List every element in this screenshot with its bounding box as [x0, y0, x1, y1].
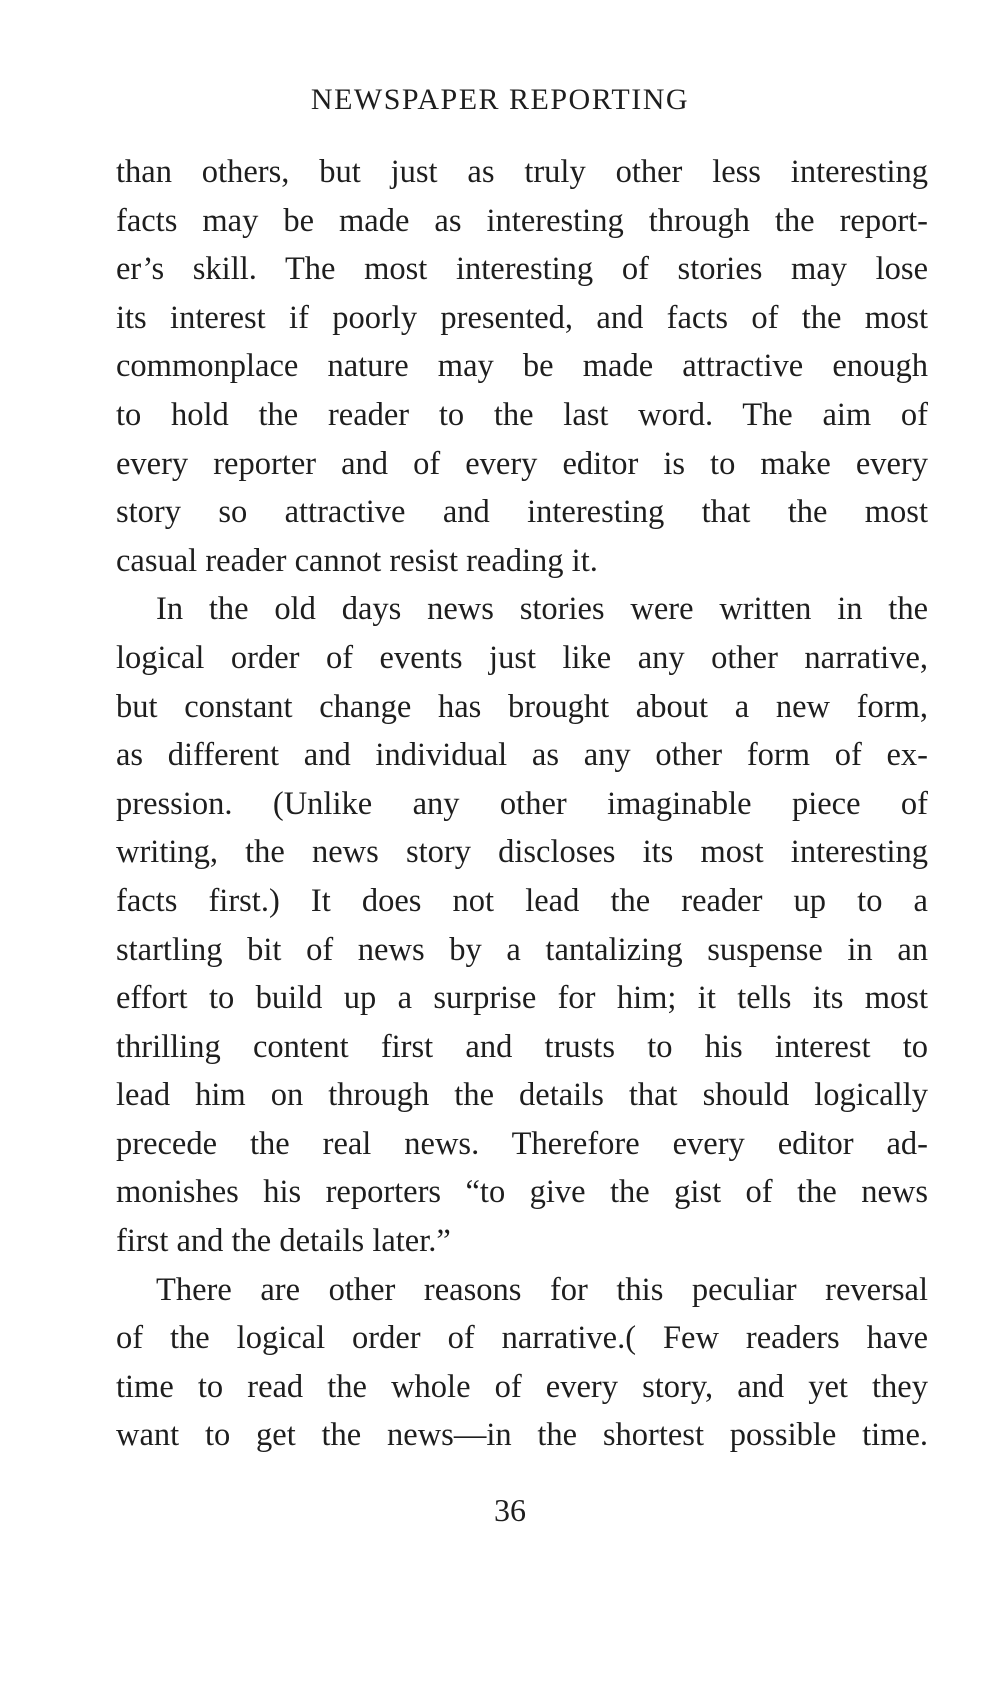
page-number: 36 [494, 1492, 526, 1528]
text-line: facts may be made as interesting through the report- [116, 202, 928, 239]
text-line: but constant change has brought about a new form, [116, 688, 928, 725]
text-line: effort to build up a surprise for him; it tells its most [116, 980, 928, 1017]
text-line: startling bit of news by a tantalizing suspense in an [116, 931, 928, 968]
paragraph-3 [116, 1266, 928, 1460]
paragraph-1 [116, 148, 928, 585]
text-line: to hold the reader to the last word. The aim of [116, 396, 928, 433]
text-line: its interest if poorly presented, and facts of the most [116, 299, 928, 336]
text-line: lead him on through the details that should logically [116, 1077, 928, 1114]
text-line: logical order of events just like any other narrative, [116, 639, 928, 676]
text-line: story so attractive and interesting that the most [116, 494, 928, 531]
text-line: pression. (Unlike any other imaginable piece of [116, 785, 928, 822]
paragraph-2 [116, 585, 928, 1265]
text-line: first and the details later.” [116, 1223, 451, 1260]
text-line: of the logical order of narrative.( Few readers have [116, 1320, 928, 1357]
text-line: time to read the whole of every story, and yet they [116, 1368, 928, 1405]
text-line: In the old days news stories were written in the [156, 591, 928, 628]
text-line: commonplace nature may be made attractive enough [116, 348, 928, 385]
running-head: NEWSPAPER REPORTING [310, 83, 690, 116]
text-line: than others, but just as truly other less interesting [116, 154, 928, 190]
text-line: There are other reasons for this peculiar reversal [156, 1271, 928, 1308]
text-line: facts first.) It does not lead the reader up to a [116, 882, 928, 919]
text-line: writing, the news story discloses its most interesting [116, 834, 928, 871]
text-line: thrilling content first and trusts to his interest to [116, 1028, 928, 1065]
text-line: precede the real news. Therefore every editor ad- [116, 1125, 928, 1162]
text-line: er’s skill. The most interesting of stories may lose [116, 251, 928, 288]
text-line: as different and individual as any other form of ex- [116, 737, 928, 774]
text-line: want to get the news—in the shortest possible time. [116, 1417, 928, 1454]
body-text [116, 148, 928, 1460]
text-line: monishes his reporters “to give the gist of the news [116, 1174, 928, 1211]
text-line: every reporter and of every editor is to make every [116, 445, 928, 482]
text-line: casual reader cannot resist reading it. [116, 542, 598, 579]
